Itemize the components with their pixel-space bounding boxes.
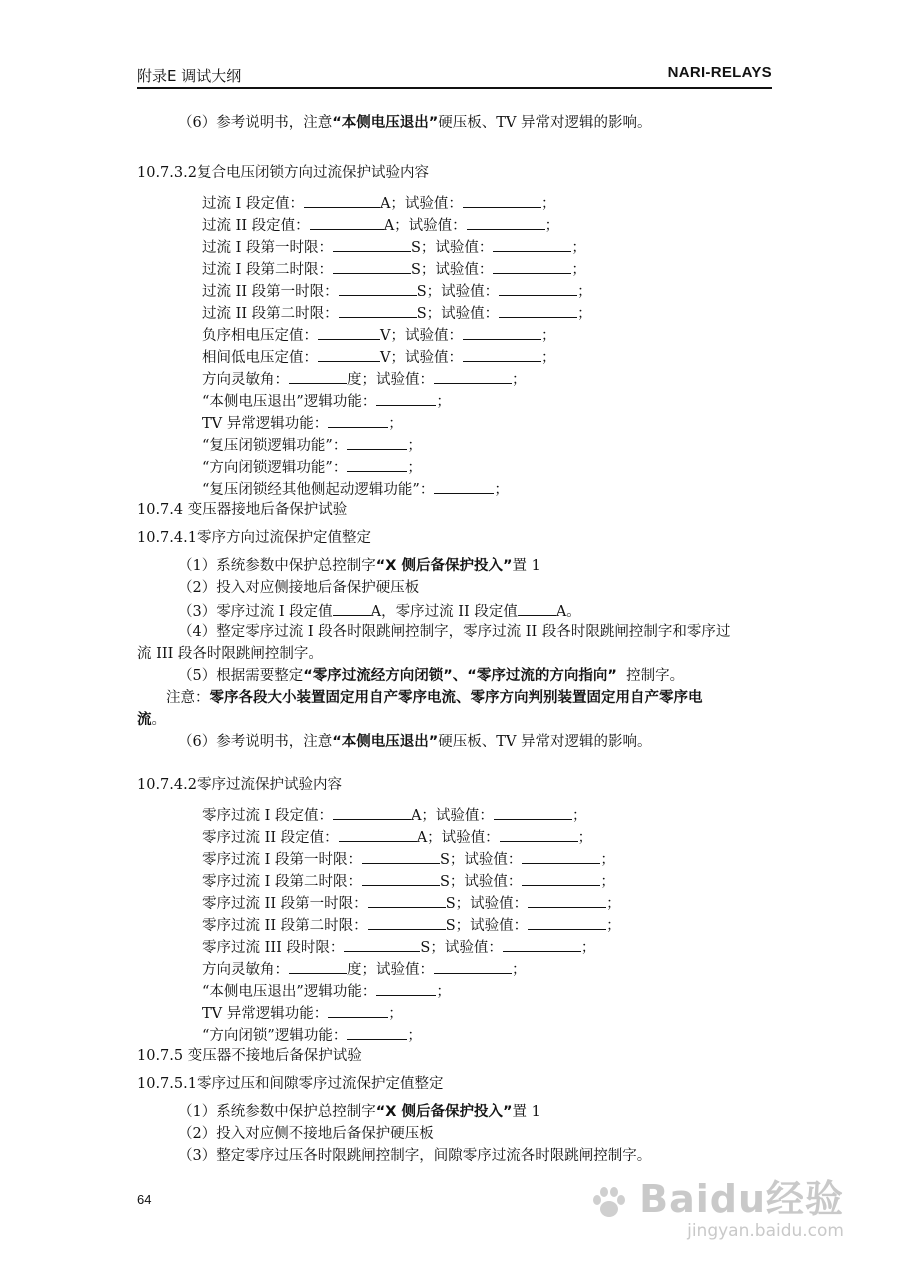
form-row: 负序相电压定值： V；试验值： ；: [202, 325, 555, 345]
form-row: 过流 I 段定值： A；试验值： ；: [202, 193, 555, 213]
header-title: 附录E 调试大纲: [137, 67, 242, 85]
list-item-continued: 流 III 段各时限跳闸控制字。: [137, 646, 323, 662]
watermark-brand: Baidu经验: [591, 1168, 844, 1223]
form-row: 零序过流 II 段第一时限： S；试验值： ；: [202, 893, 621, 913]
list-item: （3）整定零序过压各时限跳闸控制字，间隙零序过流各时限跳闸控制字。: [178, 1148, 652, 1164]
form-row: 过流 I 段第一时限： S；试验值： ；: [202, 237, 586, 257]
form-row: 过流 II 段定值： A；试验值： ；: [202, 215, 559, 235]
form-row: 过流 I 段第二时限： S；试验值： ；: [202, 259, 586, 279]
function-row: “方向闭锁逻辑功能”： ；: [202, 457, 422, 477]
function-row: “复压闭锁经其他侧起动逻辑功能”： ；: [202, 479, 509, 499]
section-heading: 10.7.5.1零序过压和间隙零序过流保护定值整定: [137, 1076, 444, 1092]
watermark-url: jingyan.baidu.com: [687, 1221, 844, 1241]
section-heading: 10.7.4.1零序方向过流保护定值整定: [137, 530, 371, 546]
form-row: 零序过流 II 段定值： A；试验值： ；: [202, 827, 592, 847]
list-item: （1）系统参数中保护总控制字“X 侧后备保护投入”置 1: [178, 558, 541, 574]
paw-logo-icon: [591, 1185, 625, 1219]
form-row: 零序过流 III 段时限： S；试验值： ；: [202, 937, 595, 957]
note-line: 注意：零序各段大小装置固定用自产零序电流、零序方向判别装置固定用自产零序电: [166, 690, 703, 706]
header-brand: NARI-RELAYS: [667, 64, 772, 81]
form-row: 方向灵敏角： 度；试验值： ；: [202, 369, 527, 389]
note-line-continued: 流。: [137, 712, 166, 728]
list-item: （4）整定零序过流 I 段各时限跳闸控制字，零序过流 II 段各时限跳闸控制字和零序过: [178, 624, 731, 640]
form-row: 零序过流 I 段第二时限： S；试验值： ；: [202, 871, 615, 891]
top-note: （6）参考说明书，注意“本侧电压退出”硬压板、TV 异常对逻辑的影响。: [178, 115, 652, 131]
section-heading: 10.7.5 变压器不接地后备保护试验: [137, 1048, 362, 1064]
function-row: TV 异常逻辑功能： ；: [202, 413, 403, 433]
function-row: “本侧电压退出”逻辑功能： ；: [202, 391, 451, 411]
form-row: 零序过流 I 段定值： A；试验值： ；: [202, 805, 586, 825]
form-row: 过流 II 段第二时限： S；试验值： ；: [202, 303, 592, 323]
list-item: （2）投入对应侧不接地后备保护硬压板: [178, 1126, 434, 1142]
header-rule: [137, 87, 772, 89]
list-item: （1）系统参数中保护总控制字“X 侧后备保护投入”置 1: [178, 1104, 541, 1120]
list-item: （6）参考说明书，注意“本侧电压退出”硬压板、TV 异常对逻辑的影响。: [178, 734, 652, 750]
form-row: 零序过流 II 段第二时限： S；试验值： ；: [202, 915, 621, 935]
form-row: 相间低电压定值： V；试验值： ；: [202, 347, 555, 367]
function-row: TV 异常逻辑功能： ；: [202, 1003, 403, 1023]
page-number: 64: [137, 1192, 152, 1207]
watermark: [591, 1168, 844, 1241]
list-item: （5）根据需要整定“零序过流经方向闭锁”、“零序过流的方向指向” 控制字。: [178, 668, 685, 684]
section-heading: 10.7.4 变压器接地后备保护试验: [137, 502, 348, 518]
function-row: “本侧电压退出”逻辑功能： ；: [202, 981, 451, 1001]
function-row: “复压闭锁逻辑功能”： ；: [202, 435, 422, 455]
list-item: （2）投入对应侧接地后备保护硬压板: [178, 580, 420, 596]
form-row: 零序过流 I 段第一时限： S；试验值： ；: [202, 849, 615, 869]
list-item: （3）零序过流 I 段定值 A，零序过流 II 段定值 A。: [178, 601, 581, 621]
form-row: 过流 II 段第一时限： S；试验值： ；: [202, 281, 592, 301]
form-row: 方向灵敏角： 度；试验值： ；: [202, 959, 527, 979]
section-heading: 10.7.4.2零序过流保护试验内容: [137, 777, 342, 793]
section-heading: 10.7.3.2复合电压闭锁方向过流保护试验内容: [137, 165, 429, 181]
function-row: “方向闭锁”逻辑功能： ；: [202, 1025, 422, 1045]
